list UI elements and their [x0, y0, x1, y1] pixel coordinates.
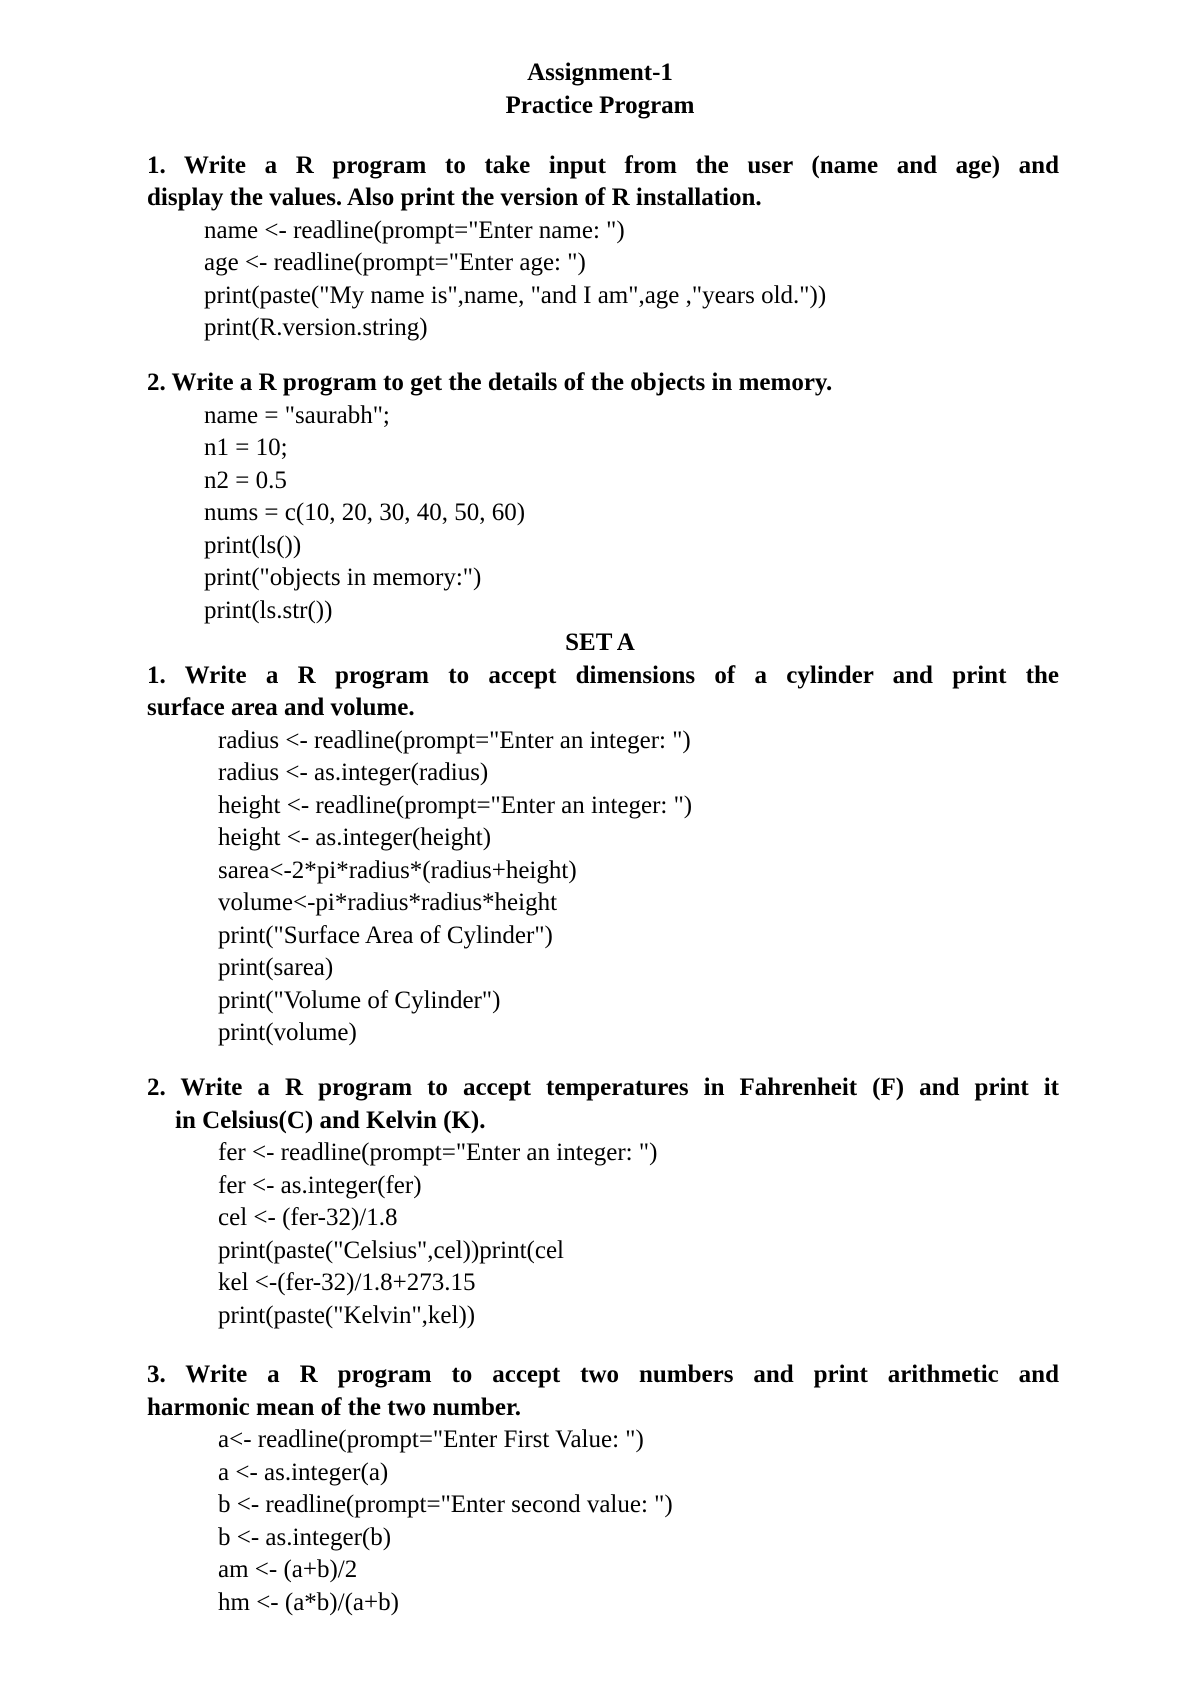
practice-question-2-line-1: 2. Write a R program to get the details of the objects in memory.: [147, 369, 833, 396]
code-line: height <- as.integer(height): [218, 824, 492, 851]
code-line: volume<-pi*radius*radius*height: [218, 889, 558, 916]
code-line: fer <- as.integer(fer): [218, 1172, 422, 1199]
code-line: kel <-(fer-32)/1.8+273.15: [218, 1269, 476, 1296]
page-subtitle: Practice Program: [505, 92, 695, 119]
set-a-question-1-line-1: 1. Write a R program to accept dimensions of a cylinder and print the: [147, 662, 1059, 689]
code-line: age <- readline(prompt="Enter age: "): [204, 249, 586, 276]
set-a-question-2-line-1: 2. Write a R program to accept temperatures in Fahrenheit (F) and print it: [147, 1074, 1059, 1101]
code-line: name <- readline(prompt="Enter name: "): [204, 217, 625, 244]
code-line: print(volume): [218, 1019, 357, 1046]
code-line: print(sarea): [218, 954, 334, 981]
code-line: radius <- as.integer(radius): [218, 759, 489, 786]
set-a-question-1-line-2: surface area and volume.: [147, 694, 415, 721]
code-line: print(R.version.string): [204, 314, 428, 341]
code-line: height <- readline(prompt="Enter an integer: "): [218, 792, 693, 819]
practice-question-1-line-1: 1. Write a R program to take input from the user (name and age) and: [147, 152, 1059, 179]
code-line: a <- as.integer(a): [218, 1459, 389, 1486]
code-line: print(paste("Celsius",cel))print(cel: [218, 1237, 564, 1264]
code-line: cel <- (fer-32)/1.8: [218, 1204, 398, 1231]
code-line: print("objects in memory:"): [204, 564, 482, 591]
code-line: a<- readline(prompt="Enter First Value: "): [218, 1426, 644, 1453]
code-line: print("Surface Area of Cylinder"): [218, 922, 553, 949]
code-line: nums = c(10, 20, 30, 40, 50, 60): [204, 499, 526, 526]
code-line: fer <- readline(prompt="Enter an integer: "): [218, 1139, 658, 1166]
code-line: hm <- (a*b)/(a+b): [218, 1589, 399, 1616]
code-line: b <- readline(prompt="Enter second value: "): [218, 1491, 673, 1518]
set-a-question-3-line-2: harmonic mean of the two number.: [147, 1394, 522, 1421]
code-line: radius <- readline(prompt="Enter an integer: "): [218, 727, 691, 754]
code-line: n1 = 10;: [204, 434, 288, 461]
code-line: print(ls()): [204, 532, 302, 559]
code-line: print(ls.str()): [204, 597, 333, 624]
code-line: name = "saurabh";: [204, 402, 390, 429]
code-line: b <- as.integer(b): [218, 1524, 392, 1551]
set-a-question-2-line-2: in Celsius(C) and Kelvin (K).: [175, 1107, 486, 1134]
practice-question-1-line-2: display the values. Also print the version of R installation.: [147, 184, 762, 211]
code-line: print(paste("My name is",name, "and I am",age ,"years old.")): [204, 282, 827, 309]
set-a-question-3-line-1: 3. Write a R program to accept two numbers and print arithmetic and: [147, 1361, 1059, 1388]
set-a-heading: SET A: [565, 629, 635, 656]
code-line: n2 = 0.5: [204, 467, 287, 494]
code-line: sarea<-2*pi*radius*(radius+height): [218, 857, 577, 884]
code-line: am <- (a+b)/2: [218, 1556, 358, 1583]
page-title: Assignment-1: [527, 59, 673, 86]
code-line: print(paste("Kelvin",kel)): [218, 1302, 476, 1329]
code-line: print("Volume of Cylinder"): [218, 987, 501, 1014]
